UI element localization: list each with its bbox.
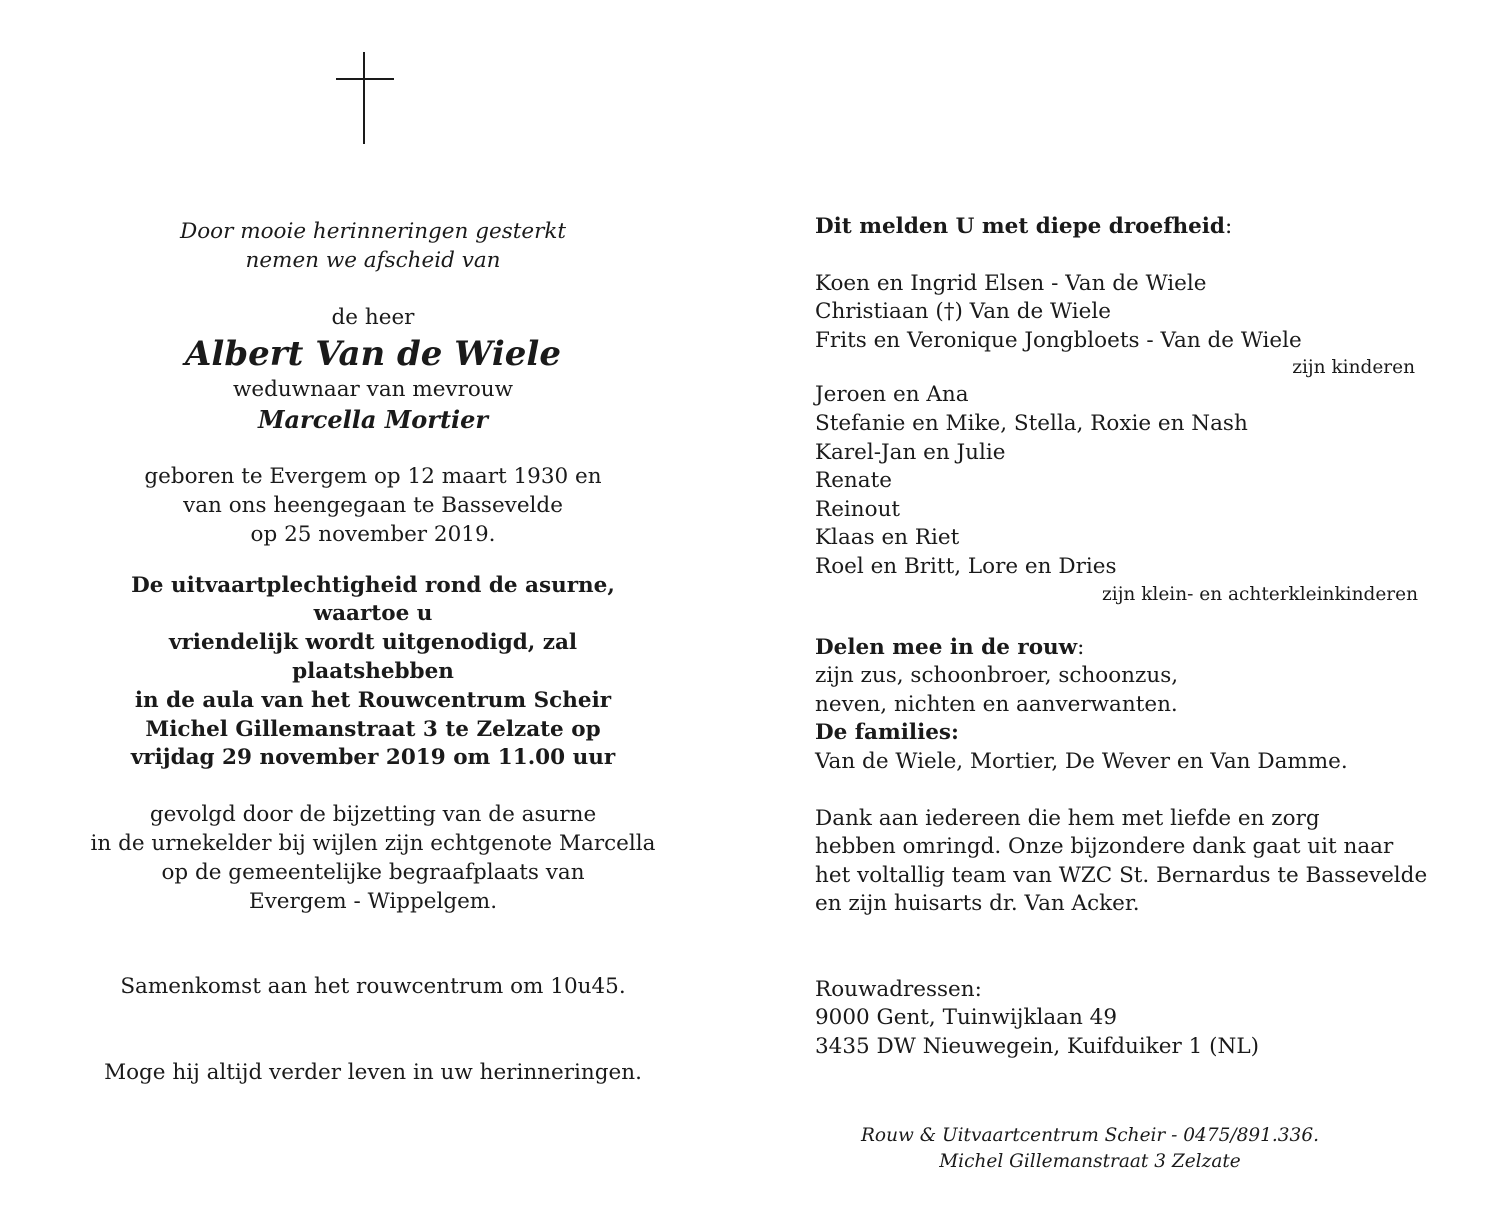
- sharing-heading-line: [815, 634, 1455, 663]
- burial-line-4: Evergem - Wippelgem.: [248, 888, 498, 914]
- grandchild-name: Renate: [815, 468, 892, 494]
- ceremony-line-4: Michel Gillemanstraat 3 te Zelzate op: [145, 716, 601, 742]
- ceremony-line-3: in de aula van het Rouwcentrum Scheir: [134, 687, 612, 713]
- announcement: [815, 213, 1455, 242]
- grandchild-name: Karel-Jan en Julie: [815, 439, 1006, 465]
- spouse-name: Marcella Mortier: [257, 405, 489, 435]
- burial-line-1: gevolgd door de bijzetting van de asurne: [149, 802, 597, 828]
- funeral-home-footer: [780, 1123, 1400, 1175]
- cross-horizontal-bar: [336, 78, 394, 80]
- grandchild-name: Klaas en Riet: [815, 525, 960, 551]
- address-line-1: 9000 Gent, Tuinwijklaan 49: [815, 1005, 1118, 1031]
- announcement-heading: Dit melden U met diepe droefheid: [815, 214, 1225, 239]
- burial-line-3: op de gemeentelijke begraafplaats van: [161, 859, 585, 885]
- burial-line-2: in de urnekelder bij wijlen zijn echtgenote Marcella: [90, 830, 656, 856]
- addresses-heading: Rouwadressen:: [815, 976, 982, 1002]
- families-heading: De families:: [815, 720, 959, 746]
- ceremony-line-1: De uitvaartplechtigheid rond de asurne, waartoe u: [131, 572, 615, 627]
- child-name: Koen en Ingrid Elsen - Van de Wiele: [815, 270, 1207, 296]
- child-name: Christiaan (†) Van de Wiele: [815, 299, 1111, 325]
- child-name: Frits en Veronique Jongbloets - Van de Wiele: [815, 327, 1302, 353]
- grandchild-name: Roel en Britt, Lore en Dries: [815, 553, 1117, 579]
- thanks-line-4: en zijn huisarts dr. Van Acker.: [815, 891, 1140, 917]
- thanks-line-2: hebben omringd. Onze bijzondere dank gaat uit naar: [815, 834, 1394, 860]
- families-list: Van de Wiele, Mortier, De Wever en Van Damme.: [815, 748, 1348, 774]
- life-line-3: op 25 november 2019.: [250, 521, 496, 547]
- life-line-1: geboren te Evergem op 12 maart 1930 en: [144, 464, 602, 490]
- grandchild-name: Jeroen en Ana: [815, 382, 969, 408]
- sharing-line-1: zijn zus, schoonbroer, schoonzus,: [815, 663, 1179, 689]
- life-line-2: van ons heengegaan te Bassevelde: [183, 492, 563, 518]
- cross-icon: [336, 52, 394, 144]
- announcement-colon: :: [1224, 214, 1233, 239]
- address-line-2: 3435 DW Nieuwegein, Kuifduiker 1 (NL): [815, 1034, 1259, 1060]
- grandchildren-label: zijn klein- en achterkleinkinderen: [1102, 583, 1418, 605]
- gathering-text: Samenkomst aan het rouwcentrum om 10u45.: [120, 974, 626, 1000]
- deceased-title: de heer: [331, 304, 415, 330]
- widower-of: weduwnaar van mevrouw: [232, 377, 514, 403]
- sharing-colon: :: [1077, 634, 1085, 660]
- grandchild-name: Reinout: [815, 496, 901, 522]
- deceased-name: Albert Van de Wiele: [185, 334, 561, 375]
- right-column: [815, 213, 1455, 1062]
- grandchild-name: Stefanie en Mike, Stella, Roxie en Nash: [815, 410, 1248, 436]
- sharing-heading: Delen mee in de rouw: [815, 634, 1078, 660]
- ceremony-line-5: vrijdag 29 november 2019 om 11.00 uur: [130, 745, 616, 771]
- thanks-line-1: Dank aan iedereen die hem met liefde en zorg: [815, 805, 1320, 831]
- ceremony-line-2: vriendelijk wordt uitgenodigd, zal plaatshebben: [168, 630, 578, 684]
- closing-text: Moge hij altijd verder leven in uw herinneringen.: [104, 1060, 642, 1086]
- sharing-line-2: neven, nichten en aanverwanten.: [815, 691, 1178, 717]
- cross-vertical-bar: [363, 52, 365, 144]
- funeral-home-line-1: Rouw & Uitvaartcentrum Scheir - 0475/891.336.: [861, 1125, 1319, 1146]
- funeral-home-line-2: Michel Gillemanstraat 3 Zelzate: [939, 1151, 1241, 1172]
- children-label: zijn kinderen: [1292, 357, 1415, 379]
- thanks-line-3: het voltallig team van WZC St. Bernardus te Bassevelde: [815, 862, 1428, 888]
- intro-line-2: nemen we afscheid van: [245, 247, 501, 273]
- left-column: [90, 218, 656, 1088]
- intro-line-1: Door mooie herinneringen gesterkt: [179, 219, 567, 244]
